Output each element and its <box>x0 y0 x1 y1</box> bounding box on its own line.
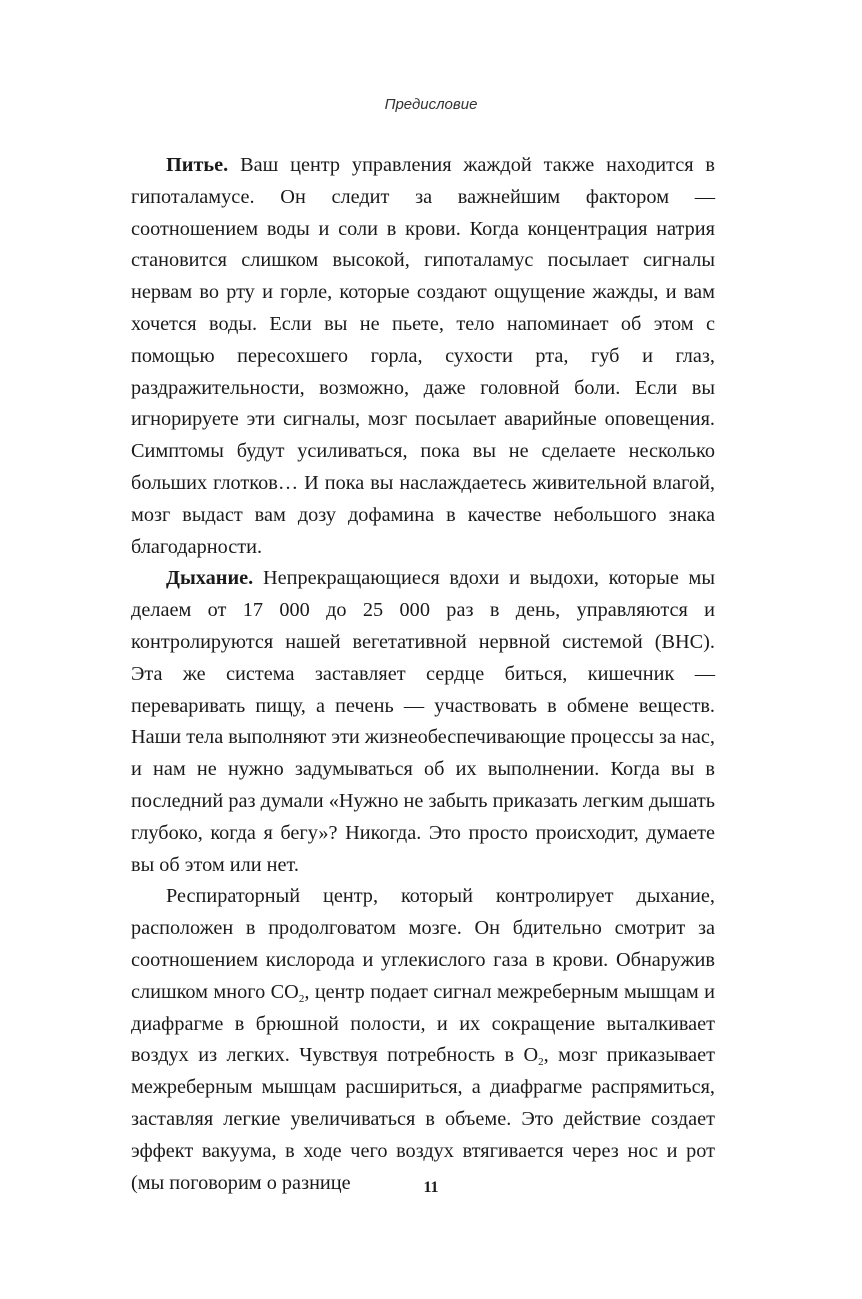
paragraph-breathing <box>131 563 715 881</box>
subscript: 2 <box>538 1056 544 1069</box>
paragraph-body: Ваш центр управления жаждой также находится в гипоталамусе. Он следит за важнейшим фактором — соотношением воды и соли в крови. Когда концентрация натрия становится слишком высокой, гипоталамус посылает сигналы нервам во рту и горле, которые создают ощущение жажды, и вам хочется воды. Если вы не пьете, тело напоминает об этом с помощью пересохшего горла, сухости рта, губ и глаз, раздражительности, возможно, даже головной боли. Если вы игнорируете эти сигналы, мозг посылает аварийные оповещения. Симптомы будут усиливаться, пока вы не сделаете несколько больших глотков… И пока вы наслаждаетесь живительной влагой, мозг выдаст вам дозу дофамина в качестве небольшого знака благодарности. <box>131 154 715 558</box>
paragraph-lead: Дыхание. <box>166 567 254 590</box>
paragraph-text: , мозг приказывает межреберным мышцам расшириться, а диафрагме распрямиться, заставляя легкие увеличиваться в объеме. Это действие создает эффект вакуума, в ходе чего воздух втягивается через нос и рот (мы поговорим о разнице <box>131 1044 715 1194</box>
paragraph-respiratory-center <box>131 881 715 1199</box>
paragraph-drinking <box>131 150 715 563</box>
body-text <box>131 150 715 1199</box>
paragraph-text: , центр подает сигнал межреберным мышцам и диафрагме в брюшной полости, и их сокращение выталкивает воздух из легких. Чувствуя потребность в О <box>131 980 715 1067</box>
subscript: 2 <box>298 992 305 1005</box>
paragraph-body: Непрекращающиеся вдохи и выдохи, которые мы делаем от 17 000 до 25 000 раз в день, управляются и контролируются нашей вегетативной нервной системой (ВНС). Эта же система заставляет сердце биться, кишечник — переваривать пищу, а печень — участвовать в обмене веществ. Наши тела выполняют эти жизнеобеспечивающие процессы за нас, и нам не нужно задумываться об их выполнении. Когда вы в последний раз думали «Нужно не забыть приказать легким дышать глубоко, когда я бегу»? Никогда. Это просто происходит, думаете вы об этом или нет. <box>131 567 715 876</box>
running-header: Предисловие <box>384 96 478 113</box>
paragraph-text: Респираторный центр, который контролирует дыхание, расположен в продолговатом мозге. Он бдительно смотрит за соотношением кислорода и углекислого газа в крови. Обнаружив слишком много СО <box>131 885 715 1003</box>
paragraph-lead: Питье. <box>166 154 229 176</box>
page-number: 11 <box>423 1179 439 1196</box>
